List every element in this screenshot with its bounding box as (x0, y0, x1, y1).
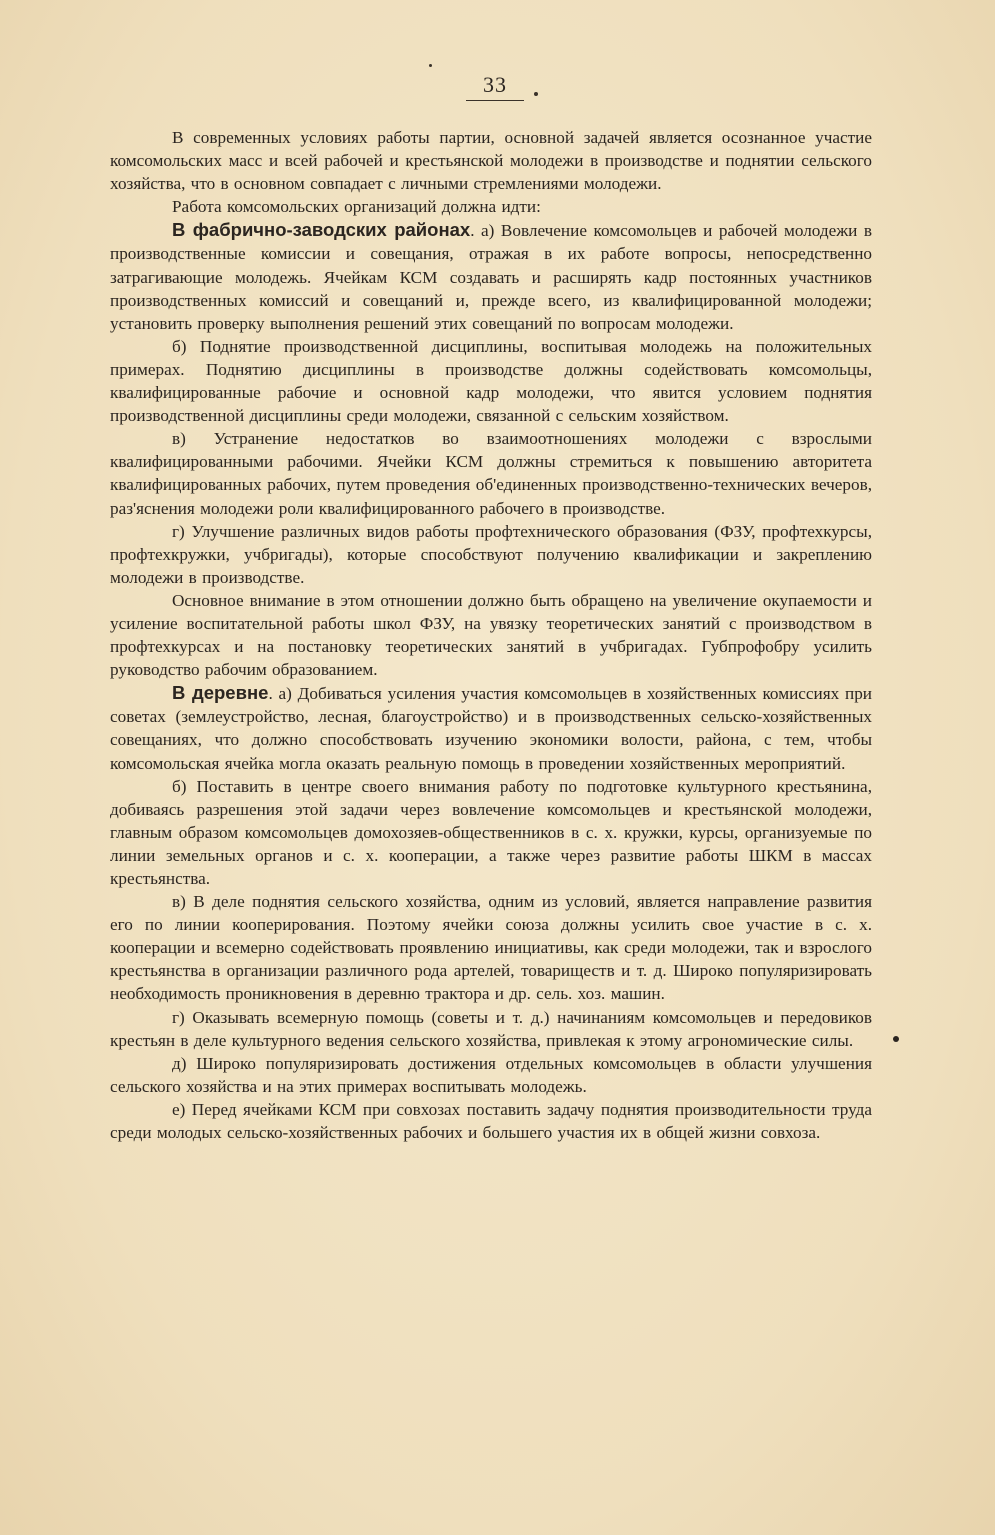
section-factory-item-v: в) Устранение недостатков во взаимоотношениях молодежи с взрослыми квалифицированными рабочими. Ячейки КСМ должны стремиться к повышению авторитета квалифицированных рабочих, путем проведения об'единенных производственно-технических вечеров, раз'яснения молодежи роли квалифицированного рабочего в производстве. (110, 429, 872, 518)
section-village-item-g: г) Оказывать всемерную помощь (советы и т. д.) начинаниям комсомольцев и передовиков крестьян в деле культурного ведения сельского хозяйства, привлекая к этому агрономические силы. (110, 1007, 872, 1050)
section-village-item-v: в) В деле поднятия сельского хозяйства, одним из условий, является направление развития его по линии кооперирования. Поэтому ячейки союза должны усилить свое участие в с. х. кооперации и всемерно содействовать проявлению инициативы, как среди молодежи, так и взрослого крестьянства в организации различного рода артелей, товариществ и т. д. Широко популяризировать необходимость проникновения в деревню трактора и др. сель. хоз. машин. (110, 892, 872, 1004)
page-number: 33 (483, 72, 507, 97)
ink-mark (534, 92, 538, 96)
section-village-item-b: б) Поставить в центре своего внимания работу по подготовке культурного крестьянина, добиваясь разрешения этой задачи через вовлечение комсомольцев и крестьянской молодежи, главным образом комсомольцев домохозяев-общественников в с. х. кружки, курсы, организуемые по линии земельных органов и с. х. кооперации, а также через развитие работы ШКМ в массах крестьянства. (110, 776, 872, 888)
section-factory-heading: В фабрично-заводских районах (172, 219, 471, 241)
section-village-item-a: . а) Добиваться усиления участия комсомольцев в хозяйственных комиссиях при советах (землеустройство, лесная, благоустройство) и в производственных сельско-хозяйственных совещаниях, что должно способствовать изучению экономики волости, района, с тем, чтобы комсомольская ячейка могла оказать реальную помощь в проведении хозяйственных мероприятий. (110, 684, 872, 773)
margin-dot (893, 1036, 899, 1042)
section-factory-paragraph (110, 218, 872, 334)
paragraph-intro: В современных условиях работы партии, основной задачей является осознанное участие комсомольских масс и всей рабочей и крестьянской молодежи в производстве и поднятии сельского хозяйства, что в основном совпадает с личными стремлениями молодежи. (110, 128, 872, 194)
ink-mark (429, 64, 432, 67)
section-factory-item-a: . а) Вовлечение комсомольцев и рабочей молодежи в производственные комиссии и совещания, отражая в их работе вопросы, непосредственно затрагивающие молодежь. Ячейкам КСМ создавать и расширять кадр постоянных участников производственных комиссий и совещаний и, прежде всего, из квалифицированной молодежи; установить проверку выполнения решений этих совещаний по вопросам молодежи. (110, 221, 872, 333)
section-village-paragraph (110, 681, 872, 774)
paragraph-lead: Работа комсомольских организаций должна идти: (172, 197, 541, 217)
section-factory-note: Основное внимание в этом отношении должно быть обращено на увеличение окупаемости и усиление воспитательной работы школ ФЗУ, на увязку теоретических занятий с производством в профтехкурсах и на постановку теоретических занятий в учбригадах. Губпрофобру усилить руководство рабочим образованием. (110, 590, 872, 680)
section-factory-item-g: г) Улучшение различных видов работы профтехнического образования (ФЗУ, профтехкурсы, профтехкружки, учбригады), которые способствуют получению квалификации и закреплению молодежи в производстве. (110, 521, 872, 587)
page-number-underline (466, 100, 524, 101)
section-village-item-d: д) Широко популяризировать достижения отдельных комсомольцев в области улучшения сельского хозяйства и на этих примерах воспитывать молодежь. (110, 1053, 872, 1096)
section-village-item-e: е) Перед ячейками КСМ при совхозах поставить задачу поднятия производительности труда среди молодых сельско-хозяйственных рабочих и большего участия их в общей жизни совхоза. (110, 1099, 872, 1143)
section-factory-item-b: б) Поднятие производственной дисциплины, воспитывая молодежь на положительных примерах. Поднятию дисциплины в производстве должны содействовать комсомольцы, квалифицированные рабочие и основной кадр молодежи, что явится условием поднятия производственной дисциплины среди молодежи, связанной с сельским хозяйством. (110, 336, 872, 426)
section-village-heading: В деревне (172, 682, 269, 704)
document-body (110, 126, 872, 1144)
